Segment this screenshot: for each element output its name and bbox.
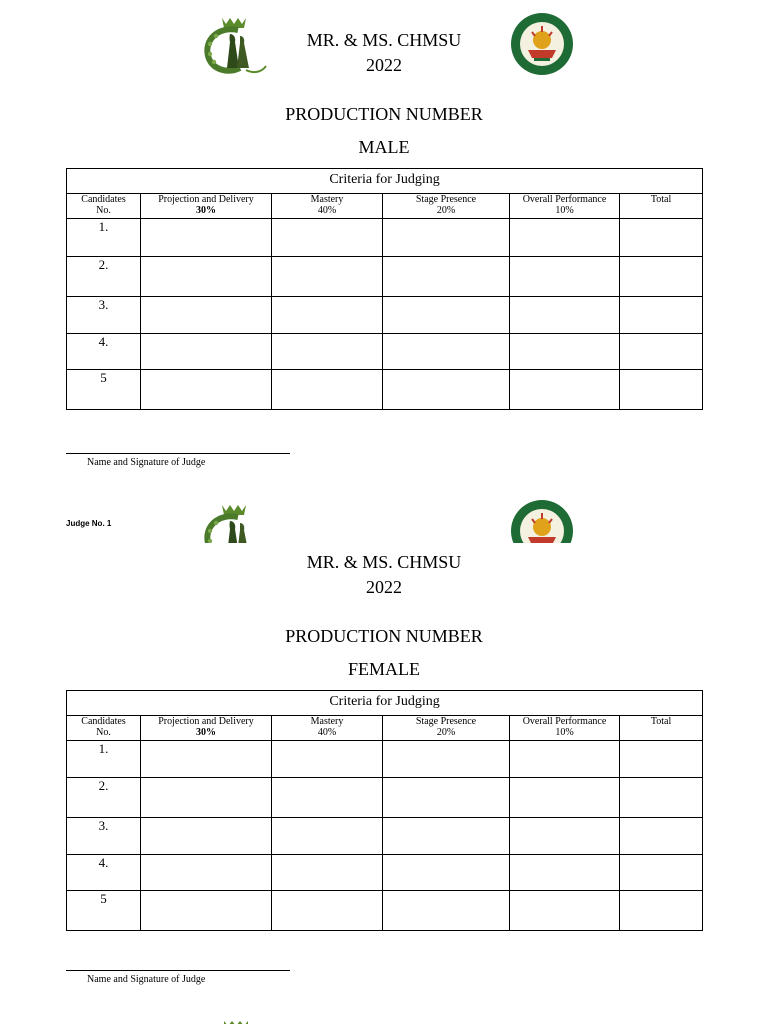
score-cell[interactable] [383,257,510,297]
score-cell[interactable] [272,741,383,778]
section-gender-male: MALE [358,137,410,157]
col-mastery: Mastery 40% [272,716,383,741]
section-title-male: PRODUCTION NUMBER [285,104,483,124]
col-stage-presence: Stage Presence 20% [383,716,510,741]
score-table-female [66,690,703,931]
score-cell[interactable] [272,334,383,370]
score-cell[interactable] [383,219,510,257]
col-mastery: Mastery 40% [272,194,383,219]
university-seal [520,1018,560,1024]
score-cell[interactable] [510,778,620,818]
total-cell[interactable] [620,818,703,855]
total-cell[interactable] [620,257,703,297]
score-cell[interactable] [383,334,510,370]
candidate-number: 5 [67,370,141,410]
event-year: 2022 [366,55,402,75]
candidate-number: 4. [67,334,141,370]
candidate-number: 1. [67,219,141,257]
table-row [67,778,703,818]
total-cell[interactable] [620,334,703,370]
score-cell[interactable] [383,855,510,891]
score-cell[interactable] [510,219,620,257]
event-year: 2022 [366,577,402,597]
event-title: MR. & MS. CHMSU [306,552,462,572]
score-cell[interactable] [272,855,383,891]
table-row [67,297,703,334]
section-gender-female: FEMALE [348,659,420,679]
score-cell[interactable] [383,741,510,778]
col-projection: Projection and Delivery 30% [141,716,272,741]
col-candidates: Candidates No. [67,716,141,741]
score-cell[interactable] [141,818,272,855]
score-cell[interactable] [510,818,620,855]
col-projection: Projection and Delivery 30% [141,194,272,219]
score-cell[interactable] [510,891,620,931]
total-cell[interactable] [620,891,703,931]
score-table-male [66,168,703,410]
table-row [67,370,703,410]
signature-label: Name and Signature of Judge [87,457,206,468]
table-row [67,855,703,891]
signature-line[interactable] [66,453,290,454]
column-header-row [67,716,703,741]
criteria-heading: Criteria for Judging [67,169,703,194]
total-cell[interactable] [620,741,703,778]
score-cell[interactable] [141,334,272,370]
total-cell[interactable] [620,778,703,818]
candidate-number: 2. [67,257,141,297]
table-row [67,257,703,297]
score-cell[interactable] [272,219,383,257]
judge-number: Judge No. 1 [66,519,112,528]
score-cell[interactable] [141,370,272,410]
score-cell[interactable] [272,891,383,931]
table-row [67,891,703,931]
score-cell[interactable] [510,334,620,370]
event-title: MR. & MS. CHMSU [306,30,462,50]
score-cell[interactable] [510,855,620,891]
col-overall: Overall Performance 10% [510,194,620,219]
candidate-number: 2. [67,778,141,818]
university-seal [510,499,574,543]
score-cell[interactable] [272,818,383,855]
column-header-row [67,194,703,219]
score-cell[interactable] [141,891,272,931]
score-cell[interactable] [272,370,383,410]
table-row [67,219,703,257]
score-cell[interactable] [141,219,272,257]
score-cell[interactable] [383,370,510,410]
signature-label: Name and Signature of Judge [87,974,206,985]
candidate-number: 1. [67,741,141,778]
total-cell[interactable] [620,219,703,257]
candidate-number: 3. [67,297,141,334]
candidate-number: 4. [67,855,141,891]
col-total: Total [620,716,703,741]
score-cell[interactable] [510,741,620,778]
score-cell[interactable] [383,778,510,818]
score-cell[interactable] [141,297,272,334]
col-overall: Overall Performance 10% [510,716,620,741]
score-cell[interactable] [383,297,510,334]
col-stage-presence: Stage Presence 20% [383,194,510,219]
total-cell[interactable] [620,855,703,891]
total-cell[interactable] [620,297,703,334]
total-cell[interactable] [620,370,703,410]
score-cell[interactable] [272,778,383,818]
score-cell[interactable] [141,855,272,891]
score-cell[interactable] [141,778,272,818]
score-cell[interactable] [510,370,620,410]
score-cell[interactable] [383,891,510,931]
score-cell[interactable] [510,257,620,297]
table-row [67,818,703,855]
table-row [67,334,703,370]
col-total: Total [620,194,703,219]
col-candidates: Candidates No. [67,194,141,219]
table-row [67,741,703,778]
candidate-number: 5 [67,891,141,931]
score-cell[interactable] [272,257,383,297]
signature-line[interactable] [66,970,290,971]
score-cell[interactable] [383,818,510,855]
candidate-number: 3. [67,818,141,855]
criteria-heading: Criteria for Judging [67,691,703,716]
score-cell[interactable] [141,741,272,778]
score-cell[interactable] [510,297,620,334]
pageant-logo [200,497,270,543]
pageant-logo [222,1015,252,1024]
score-cell[interactable] [272,297,383,334]
score-cell[interactable] [141,257,272,297]
section-title-female: PRODUCTION NUMBER [285,626,483,646]
